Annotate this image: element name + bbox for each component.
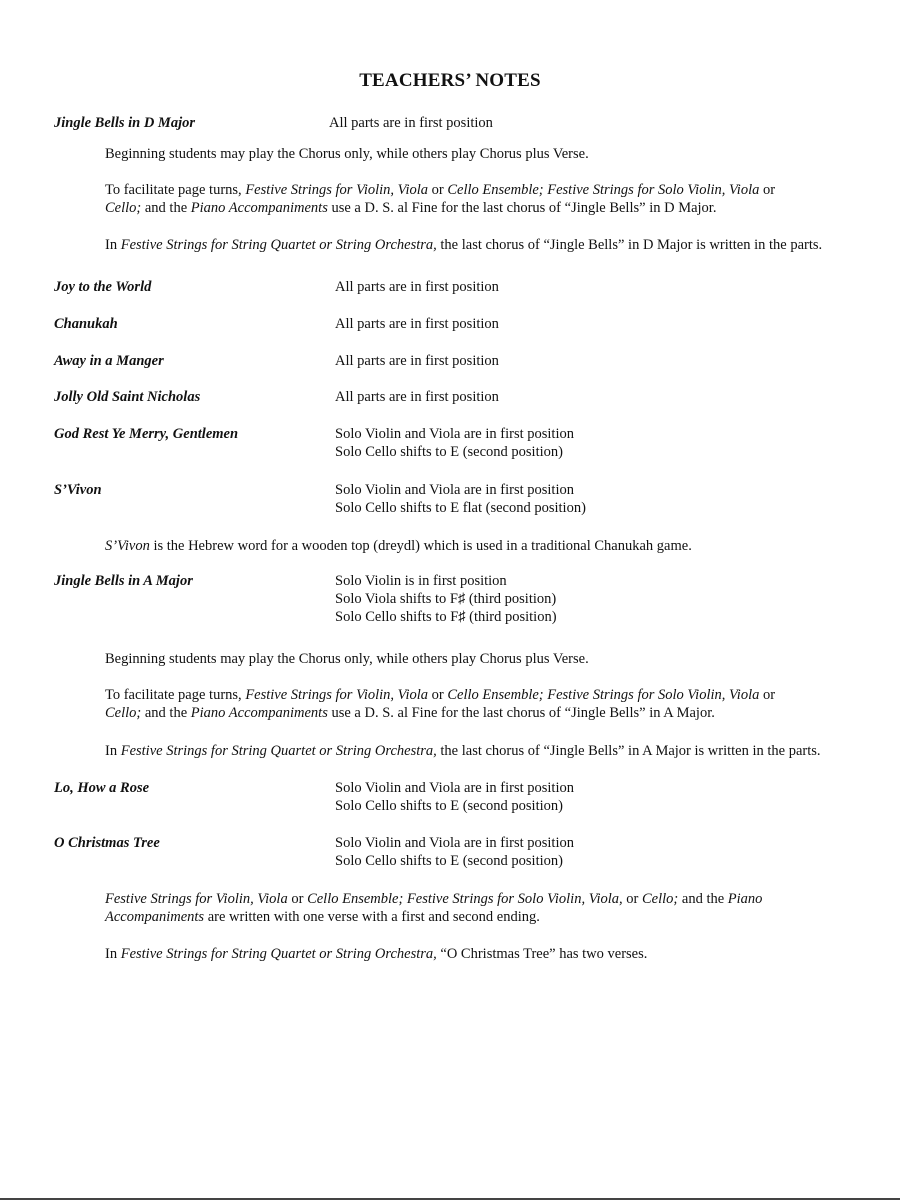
position-note-god-rest-line2: Solo Cello shifts to E (second position) [335, 444, 563, 460]
position-note-oct-line2: Solo Cello shifts to E (second position) [335, 853, 563, 869]
position-note-joy: All parts are in first position [335, 279, 499, 295]
position-note-away: All parts are in first position [335, 353, 499, 369]
position-note-svivon-line2: Solo Cello shifts to E flat (second position) [335, 500, 586, 516]
paragraph-oct-ensemble: Festive Strings for Violin, Viola or Cello Ensemble; Festive Strings for Solo Violin, Viola, or Cello; and the Piano Accompaniments are written with one verse with a first and second ending. [105, 891, 763, 925]
piece-name-jolly-old-saint-nicholas: Jolly Old Saint Nicholas [54, 389, 201, 405]
piece-name-jingle-bells-a: Jingle Bells in A Major [54, 573, 193, 589]
page-title: TEACHERS’ NOTES [359, 70, 541, 91]
piece-name-o-christmas-tree: O Christmas Tree [54, 835, 160, 851]
position-note-god-rest-line1: Solo Violin and Viola are in first position [335, 426, 574, 442]
paragraph-page-turns-a: To facilitate page turns, Festive Strings for Violin, Viola or Cello Ensemble; Festive Strings for Solo Violin, Viola or Cello; and the Piano Accompaniments use a D. S. al Fine for the last chorus of “Jingle Bells” in A Major. [105, 687, 776, 721]
position-note-jingle-bells-a-line3: Solo Cello shifts to F♯ (third position) [335, 609, 557, 625]
piece-name-lo-how-a-rose: Lo, How a Rose [54, 780, 150, 796]
piece-name-jingle-bells-d: Jingle Bells in D Major [54, 115, 195, 131]
piece-name-svivon: S’Vivon [54, 482, 102, 498]
paragraph-string-quartet-d: In Festive Strings for String Quartet or String Orchestra, the last chorus of “Jingle Bells” in D Major is written in the parts. [105, 237, 823, 253]
paragraph-beginning-students-a: Beginning students may play the Chorus only, while others play Chorus plus Verse. [105, 651, 589, 667]
piece-name-chanukah: Chanukah [54, 316, 118, 332]
paragraph-page-turns-d: To facilitate page turns, Festive Strings for Violin, Viola or Cello Ensemble; Festive Strings for Solo Violin, Viola or Cello; and the Piano Accompaniments use a D. S. al Fine for the last chorus of “Jingle Bells” in D Major. [105, 182, 776, 216]
paragraph-string-quartet-a: In Festive Strings for String Quartet or String Orchestra, the last chorus of “Jingle Bells” in A Major is written in the parts. [105, 743, 821, 759]
position-note-svivon-line1: Solo Violin and Viola are in first position [335, 482, 574, 498]
piece-name-god-rest-ye-merry: God Rest Ye Merry, Gentlemen [54, 426, 239, 442]
position-note-oct-line1: Solo Violin and Viola are in first position [335, 835, 574, 851]
position-note-jingle-bells-a-line1: Solo Violin is in first position [335, 573, 507, 589]
position-note-jingle-bells-d: All parts are in first position [329, 115, 493, 131]
piece-name-away-in-a-manger: Away in a Manger [54, 353, 164, 369]
position-note-jingle-bells-a-line2: Solo Viola shifts to F♯ (third position) [335, 591, 557, 607]
position-note-lo-line1: Solo Violin and Viola are in first position [335, 780, 574, 796]
paragraph-svivon-meaning: S’Vivon is the Hebrew word for a wooden top (dreydl) which is used in a traditional Chanukah game. [105, 538, 692, 554]
paragraph-oct-string-quartet: In Festive Strings for String Quartet or String Orchestra, “O Christmas Tree” has two verses. [105, 946, 648, 962]
position-note-jolly: All parts are in first position [335, 389, 499, 405]
position-note-chanukah: All parts are in first position [335, 316, 499, 332]
piece-name-joy-to-the-world: Joy to the World [54, 279, 152, 295]
position-note-lo-line2: Solo Cello shifts to E (second position) [335, 798, 563, 814]
paragraph-beginning-students-d: Beginning students may play the Chorus only, while others play Chorus plus Verse. [105, 146, 589, 162]
